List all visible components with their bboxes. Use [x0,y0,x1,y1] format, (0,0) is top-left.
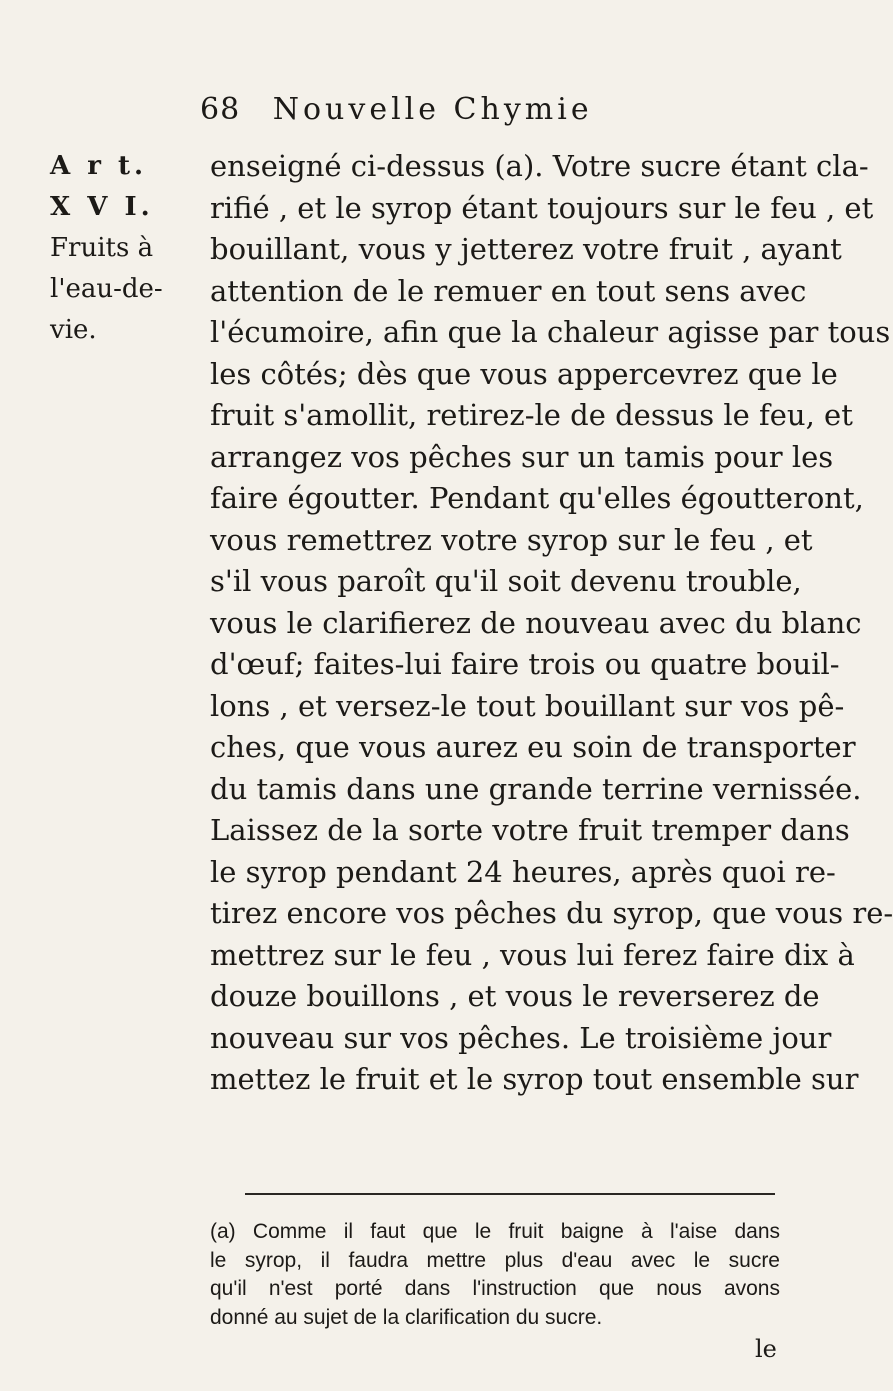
footnote-line: donné au sujet de la clarification du sucre. [210,1305,603,1329]
running-header [200,92,700,127]
text-line: rifié , et le syrop étant toujours sur le feu , et [210,190,874,225]
text-line: tirez encore vos pêches du syrop, que vous re- [210,896,893,930]
text-line: bouillant, vous y jetterez votre fruit , ayant [210,232,842,266]
text-line: le syrop pendant 24 heures, après quoi re- [210,854,836,889]
margin-article-label: A r t. [50,151,148,181]
footnote-separator [245,1193,775,1195]
text-line: les côtés; dès que vous appercevrez que le [210,356,838,391]
main-text [210,146,893,1101]
text-line: Laissez de la sorte votre fruit tremper dans [210,813,850,847]
text-line: vous remettrez votre syrop sur le feu , et [210,522,813,557]
margin-subject-line: vie. [50,315,97,345]
footnote-line: le syrop, il faudra mettre plus d'eau avec le sucre [210,1248,780,1272]
text-line: vous le clarifierez de nouveau avec du blanc [210,605,862,640]
text-line: mettez le fruit et le syrop tout ensemble sur [210,1062,859,1096]
margin-subject-line: Fruits à [50,233,154,263]
catchword: le [755,1335,777,1363]
footnote [210,1218,780,1332]
text-line: du tamis dans une grande terrine vernissée. [210,771,862,806]
text-line: nouveau sur vos pêches. Le troisième jour [210,1020,832,1055]
text-line: mettrez sur le feu , vous lui ferez faire dix à [210,937,855,972]
running-title: Nouvelle Chymie [272,92,593,127]
footnote-line: (a) Comme il faut que le fruit baigne à l'aise dans [210,1220,780,1243]
margin-article-number: X V I. [50,192,154,222]
text-line: faire égoutter. Pendant qu'elles égoutteront, [210,481,864,515]
margin-notes [50,146,163,351]
text-line: ches, que vous aurez eu soin de transporter [210,730,856,764]
margin-subject-line: l'eau-de- [50,274,163,304]
text-line: lons , et versez-le tout bouillant sur vos pê- [210,688,845,723]
page-number: 68 [200,92,241,127]
text-line: s'il vous paroît qu'il soit devenu trouble, [210,564,802,598]
footnote-line: qu'il n'est porté dans l'instruction que nous avons [210,1277,780,1300]
text-line: fruit s'amollit, retirez-le de dessus le feu, et [210,398,853,432]
text-line: enseigné ci-dessus (a). Votre sucre étant cla- [210,149,869,183]
text-line: l'écumoire, afin que la chaleur agisse par tous [210,315,891,349]
text-line: d'œuf; faites-lui faire trois ou quatre bouil- [210,647,840,681]
text-line: attention de le remuer en tout sens avec [210,273,807,308]
text-line: douze bouillons , et vous le reverserez de [210,979,820,1013]
text-line: arrangez vos pêches sur un tamis pour les [210,439,834,474]
